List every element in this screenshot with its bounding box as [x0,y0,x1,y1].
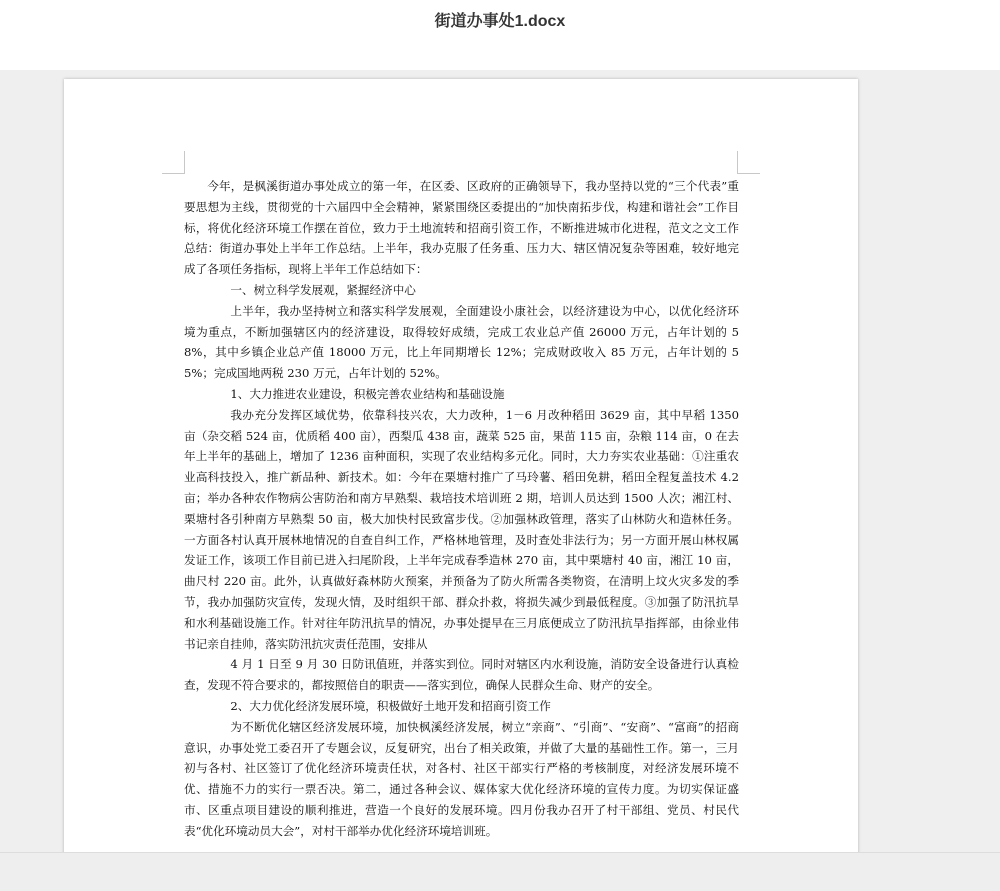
margin-corner-top-left [162,151,185,174]
paragraph: 4 月 1 日至 9 月 30 日防讯值班，并落实到位。同时对辖区内水利设施，消防安全设备进行认真检查，发现不符合要求的，都按照倍自的职责——落实到位，确保人民群众生命、财产的安全。 [184,657,739,693]
title-bar [0,0,1000,70]
document-title: 街道办事处1.docx [434,13,566,30]
document-viewer[interactable] [0,70,1000,890]
section-heading: 一、树立科学发展观，紧握经济中心 [230,282,416,297]
document-page [64,79,858,879]
paragraph: 今年，是枫溪街道办事处成立的第一年，在区委、区政府的正确领导下，我办坚持以党的“三个代表”重要思想为主线，贯彻党的十六届四中全会精神，紧紧围绕区委提出的“加快南拓步伐，构建和谐社会”工作目标，将优化经济环境工作摆在首位，致力于土地流转和招商引资工作，不断推进城市化进程，范文之文工作总结：街道办事处上半年工作总结。上半年，我办克服了任务重、压力大、辖区情况复杂等困难，较好地完成了各项任务指标，现将上半年工作总结如下： [184,179,739,277]
paragraph: 为不断优化辖区经济发展环境，加快枫溪经济发展，树立“亲商”、“引商”、“安商”、“富商”的招商意识，办事处党工委召开了专题会议，反复研究，出台了相关政策，并做了大量的基础性工作。第一，三月初与各村、社区签订了优化经济环境责任状，对各村、社区干部实行严格的考核制度，对经济发展环境不优、措施不力的实行一票否决。第二，通过各种会议、媒体家大优化经济环境的宣传力度。为切实保证盛市、区重点项目建设的顺利推进，营造一个良好的发展环境。四月份我办召开了村干部组、党员、村民代表“优化环境动员大会”，对村干部举办优化经济环境培训班。 [184,719,739,838]
document-body [184,176,739,842]
subsection-heading: 1、大力推进农业建设，积极完善农业结构和基础设施 [230,386,505,401]
paragraph: 上半年，我办坚持树立和落实科学发展观，全面建设小康社会，以经济建设为中心，以优化经济环境为重点，不断加强辖区内的经济建设，取得较好成绩，完成工农业总产值 26000 万元，占年计划的 58%，其中乡镇企业总产值 18000 万元，比上年同期增长 12%；完成财政收入 85 万元，占年计划的 55%；完成国地两税 230 万元，占年计划的 52%。 [184,303,739,381]
paragraph: 我办充分发挥区域优势，依靠科技兴农，大力改种，1－6 月改种稻田 3629 亩，其中早稻 1350 亩（杂交稻 524 亩，优质稻 400 亩），西梨瓜 438 亩，蔬菜 525 亩，果苗 115 亩，杂粮 114 亩，0 在去年上半年的基础上，增加了 1236 亩种面积，实现了农业结构多元化。同时，大力夯实农业基础：①注重农业高科技投入，推广新品种、新技术。如：今年在栗塘村推广了马玲薯、稻田免耕，稻田全程复盖技术 4.2 亩；举办各种农作物病公害防治和南方早熟梨、栽培技术培训班 2 期，培训人员达到 1500 人次；湘江村、栗塘村各引种南方早熟梨 50 亩，极大加快村民致富步伐。②加强林政管理，落实了山林防火和造林任务。一方面各村认真开展林地情况的自查自纠工作，严格林地管理，及时查处非法行为；另一方面开展山林权属发证工作，该项工作目前已进入扫尾阶段，上半年完成春季造林 270 亩，其中栗塘村 40 亩，湘江 10 亩，曲尺村 220 亩。此外，认真做好森林防火预案，并预备为了防火所需各类物资，在清明上坟火灾多发的季节，我办加强防灾宣传，发现火情，及时组织干部、群众扑救，将损失减少到最低程度。③加强了防汛抗旱和水利基础设施工作。针对往年防汛抗旱的情况，办事处提早在三月底便成立了防汛抗旱指挥部，由徐业伟书记亲自挂帅，落实防汛抗灾责任范围，安排从 [184,407,739,651]
bottom-bar [0,852,1000,891]
margin-corner-top-right [737,151,760,174]
subsection-heading: 2、大力优化经济发展环境，积极做好土地开发和招商引资工作 [230,698,551,713]
